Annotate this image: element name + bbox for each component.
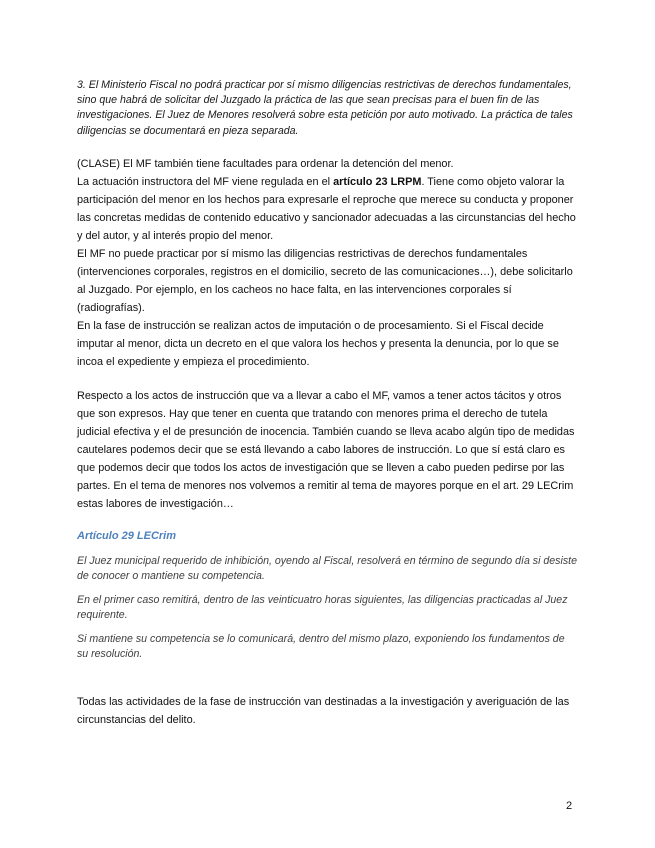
text-run: La actuación instructora del MF viene regulada en el [77, 175, 334, 188]
body-paragraph-respecto: Respecto a los actos de instrucción que va a llevar a cabo el MF, vamos a tener actos tácitos y otros que son expresos. Hay que tener en cuenta que tratando con menores prima el derecho de tutela judicial efectiva y el de presunción de inocencia. También cuando se lleva acabo algún tipo de medidas cautelares podemos decir que se está llevando a cabo labores de instrucción. Lo que sí está claro es que podemos decir que todos los actos de investigación que se lleven a cabo pueden pedirse por las partes. En el tema de menores nos volvemos a remitir al tema de mayores porque en el art. 29 LECrim estas labores de investigación… [77, 389, 575, 510]
article-heading: Artículo 29 LECrim [77, 529, 177, 542]
body-paragraph-clase: (CLASE) El MF también tiene facultades para ordenar la detención del menor. [77, 157, 454, 170]
page-content [77, 78, 577, 729]
article-paragraph: Si mantiene su competencia se lo comunicará, dentro del mismo plazo, exponiendo los fundamentos de su resolución. [77, 632, 565, 660]
spacer [77, 371, 577, 387]
body-paragraph-fase: En la fase de instrucción se realizan actos de imputación o de procesamiento. Si el Fiscal decide imputar al menor, dicta un decreto en el que valora los hechos y presenta la denuncia, por lo que se incoa el expediente y empieza el procedimiento. [77, 319, 559, 368]
closing-paragraph: Todas las actividades de la fase de instrucción van destinadas a la investigación y averiguación de las circunstancias del delito. [77, 695, 570, 726]
spacer [77, 513, 577, 529]
article-paragraph: El Juez municipal requerido de inhibición, oyendo al Fiscal, resolverá en término de segundo día si desiste de conocer o mantiene su competencia. [77, 554, 577, 582]
text-run: . Tiene como objeto valorar la participación del menor en los hechos para expresarle el reproche que merece su conducta y proponer las concretas medidas de contenido educativo y sancionador adecuadas a las circunstancias del hecho y del autor, y al interés propio del menor. [77, 175, 576, 242]
article-paragraph: En el primer caso remitirá, dentro de las veinticuatro horas siguientes, las diligencias practicadas al Juez requirente. [77, 593, 568, 621]
spacer [77, 671, 577, 693]
body-paragraph-actuacion [77, 173, 577, 245]
quoted-law-paragraph: 3. El Ministerio Fiscal no podrá practicar por sí mismo diligencias restrictivas de derechos fundamentales, sino que habrá de solicitar del Juzgado la práctica de las que sean precisas para el buen fin de las investigaciones. El Juez de Menores resolverá sobre esta petición por auto motivado. La práctica de tales diligencias se documentará en pieza separada. [77, 79, 573, 137]
spacer [77, 139, 577, 155]
bold-reference-article-23: artículo 23 LRPM [333, 175, 422, 188]
body-paragraph-diligencias: El MF no puede practicar por sí mismo las diligencias restrictivas de derechos fundamentales (intervenciones corporales, registros en el domicilio, secreto de las comunicaciones…), debe solicitarlo al Juzgado. Por ejemplo, en los cacheos no hace falta, en las intervenciones corporales sí (radiografías). [77, 247, 573, 314]
page-number: 2 [566, 800, 573, 812]
